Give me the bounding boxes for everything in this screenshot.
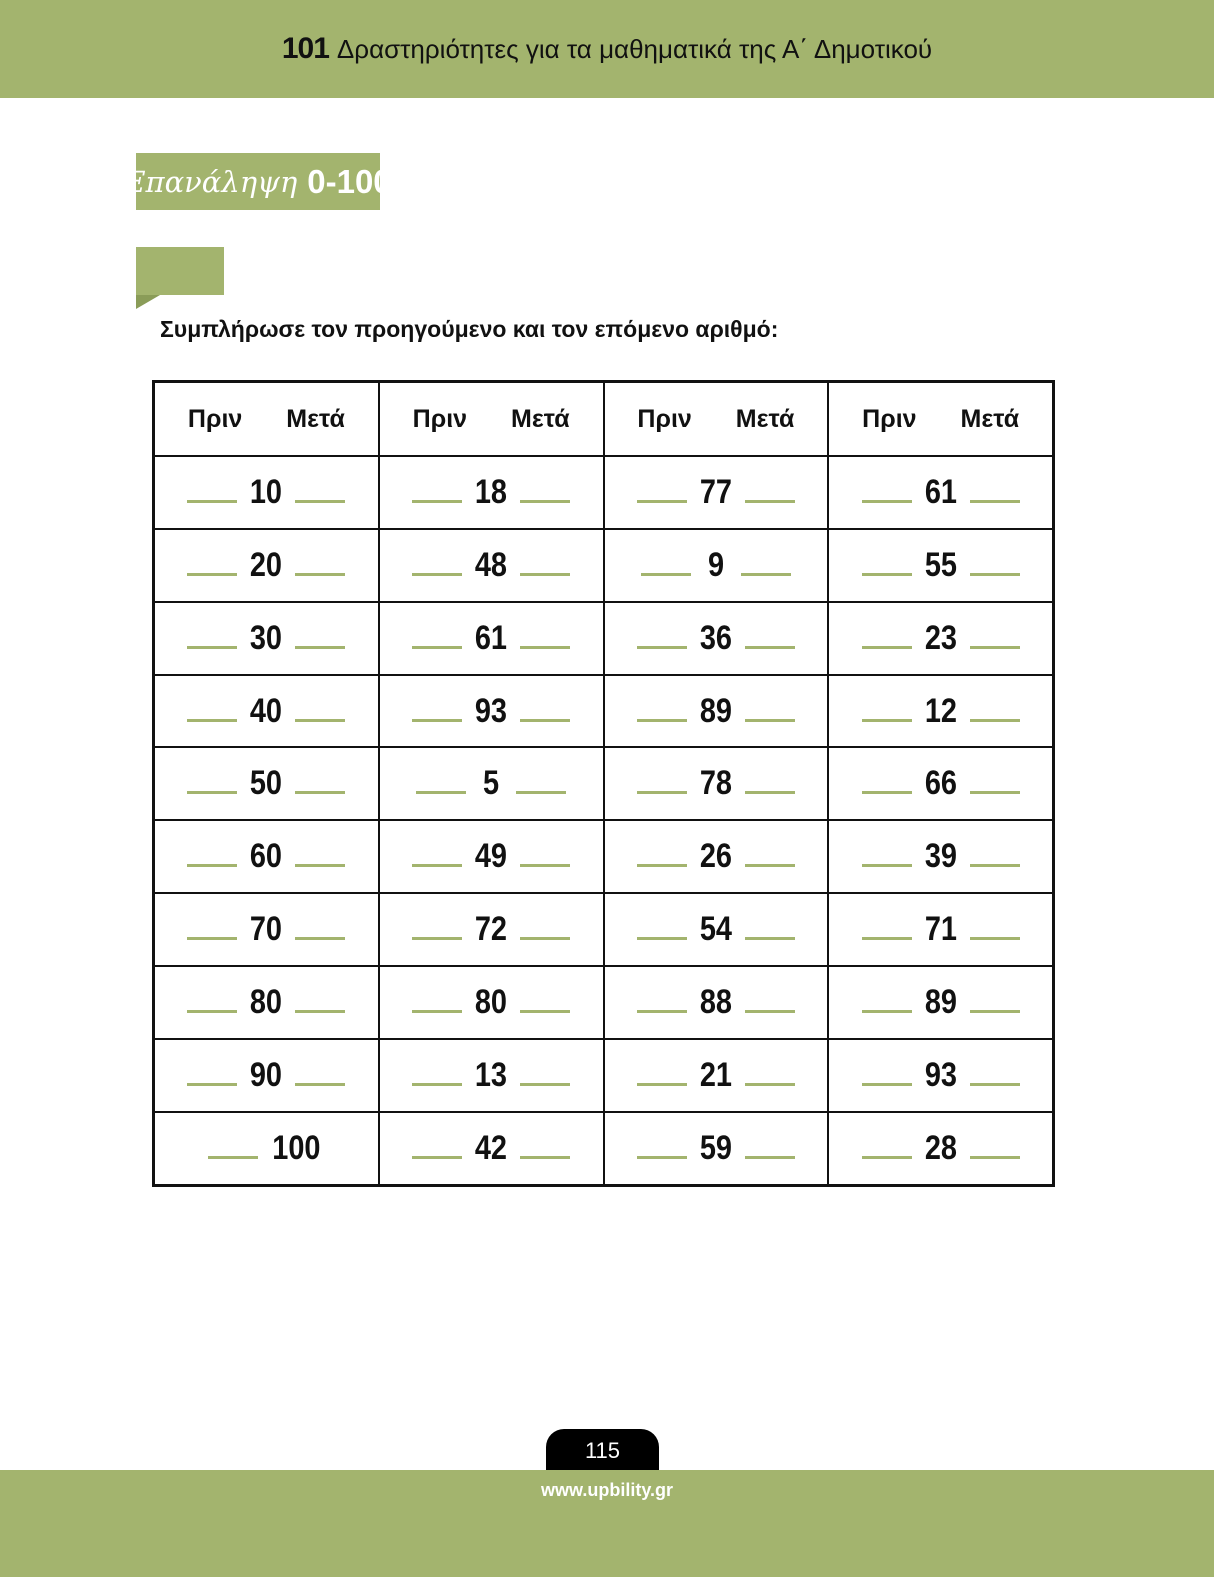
given-number: 71 — [924, 910, 957, 949]
section-badge-title: Επανάληψη — [124, 164, 298, 199]
given-number: 30 — [250, 618, 283, 657]
before-blank[interactable] — [862, 791, 912, 794]
before-blank[interactable] — [187, 500, 237, 503]
number-cell — [379, 893, 604, 966]
after-blank[interactable] — [520, 500, 570, 503]
before-blank[interactable] — [412, 1083, 462, 1086]
number-cell — [604, 602, 829, 675]
given-number: 18 — [475, 472, 508, 511]
number-cell — [379, 602, 604, 675]
number-cell — [828, 893, 1053, 966]
number-cell — [828, 456, 1053, 529]
number-cell — [604, 966, 829, 1039]
before-label: Πριν — [412, 404, 468, 433]
number-cell — [604, 747, 829, 820]
book-number: 101 — [281, 32, 329, 65]
number-cell — [154, 1039, 379, 1112]
before-blank[interactable] — [187, 646, 237, 649]
given-number: 72 — [475, 910, 508, 949]
before-blank[interactable] — [637, 1156, 687, 1159]
number-cell — [379, 820, 604, 893]
given-number: 66 — [924, 764, 957, 803]
number-cell — [379, 456, 604, 529]
before-label: Πριν — [862, 404, 917, 433]
number-cell — [828, 1039, 1053, 1112]
after-label: Μετά — [735, 404, 795, 433]
before-blank[interactable] — [187, 1010, 237, 1013]
number-cell — [604, 1112, 829, 1186]
before-blank[interactable] — [637, 500, 687, 503]
after-blank[interactable] — [970, 573, 1020, 576]
before-blank[interactable] — [187, 864, 237, 867]
after-blank[interactable] — [741, 573, 791, 576]
number-cell — [828, 1112, 1053, 1186]
table-row — [154, 820, 1054, 893]
after-blank[interactable] — [745, 937, 795, 940]
after-blank[interactable] — [970, 1083, 1020, 1086]
given-number: 48 — [475, 545, 508, 584]
before-blank[interactable] — [637, 1010, 687, 1013]
given-number: 55 — [924, 545, 957, 584]
number-cell — [154, 747, 379, 820]
after-blank[interactable] — [745, 719, 795, 722]
number-cell — [154, 893, 379, 966]
before-blank[interactable] — [637, 1083, 687, 1086]
before-blank[interactable] — [412, 864, 462, 867]
given-number: 90 — [250, 1055, 283, 1094]
footer-url: www.upbility.gr — [541, 1480, 673, 1500]
before-blank[interactable] — [412, 719, 462, 722]
number-cell — [604, 893, 829, 966]
before-blank[interactable] — [187, 791, 237, 794]
number-cell — [604, 529, 829, 602]
before-blank[interactable] — [862, 1156, 912, 1159]
given-number: 9 — [707, 545, 724, 584]
number-cell — [154, 529, 379, 602]
given-number: 88 — [699, 982, 732, 1021]
after-blank[interactable] — [295, 791, 345, 794]
after-blank[interactable] — [970, 500, 1020, 503]
before-blank[interactable] — [862, 500, 912, 503]
after-blank[interactable] — [295, 1083, 345, 1086]
header-cell — [379, 382, 604, 457]
after-blank[interactable] — [745, 1083, 795, 1086]
header-bar — [0, 0, 1214, 98]
after-blank[interactable] — [295, 1010, 345, 1013]
given-number: 50 — [250, 764, 283, 803]
given-number: 78 — [699, 764, 732, 803]
after-blank[interactable] — [516, 791, 566, 794]
before-blank[interactable] — [637, 937, 687, 940]
after-label: Μετά — [511, 404, 570, 433]
before-blank[interactable] — [862, 719, 912, 722]
before-blank[interactable] — [637, 646, 687, 649]
exercise-flag — [136, 247, 224, 295]
number-cell — [154, 1112, 379, 1186]
exercise-table — [152, 380, 1055, 1187]
before-blank[interactable] — [412, 646, 462, 649]
after-blank[interactable] — [970, 1010, 1020, 1013]
header-cell — [604, 382, 829, 457]
after-blank[interactable] — [970, 864, 1020, 867]
before-blank[interactable] — [862, 646, 912, 649]
table-row — [154, 456, 1054, 529]
after-blank[interactable] — [520, 646, 570, 649]
after-blank[interactable] — [295, 500, 345, 503]
number-cell — [379, 675, 604, 748]
after-blank[interactable] — [745, 864, 795, 867]
instruction-text: Συμπλήρωσε τον προηγούμενο και τον επόμενο αριθμό: — [160, 316, 779, 342]
given-number: 89 — [924, 982, 957, 1021]
given-number: 61 — [924, 472, 957, 511]
before-label: Πριν — [187, 404, 243, 433]
before-blank[interactable] — [187, 719, 237, 722]
before-blank[interactable] — [862, 573, 912, 576]
before-blank[interactable] — [412, 937, 462, 940]
after-label: Μετά — [286, 404, 345, 433]
number-cell — [828, 675, 1053, 748]
number-cell — [604, 675, 829, 748]
after-blank[interactable] — [520, 937, 570, 940]
given-number: 77 — [699, 472, 732, 511]
after-blank[interactable] — [295, 646, 345, 649]
before-blank[interactable] — [412, 1010, 462, 1013]
given-number: 23 — [924, 618, 957, 657]
number-cell — [154, 820, 379, 893]
given-number: 21 — [699, 1055, 732, 1094]
number-cell — [379, 1112, 604, 1186]
table-row — [154, 893, 1054, 966]
before-blank[interactable] — [187, 573, 237, 576]
given-number: 93 — [924, 1055, 957, 1094]
after-blank[interactable] — [745, 791, 795, 794]
after-blank[interactable] — [295, 719, 345, 722]
section-badge-range: 0-100 — [307, 162, 392, 200]
given-number: 42 — [475, 1128, 508, 1167]
number-cell — [828, 529, 1053, 602]
after-blank[interactable] — [970, 719, 1020, 722]
after-blank[interactable] — [970, 646, 1020, 649]
after-blank[interactable] — [745, 500, 795, 503]
header-cell — [154, 382, 379, 457]
before-blank[interactable] — [412, 1156, 462, 1159]
after-blank[interactable] — [970, 1156, 1020, 1159]
after-blank[interactable] — [745, 1010, 795, 1013]
given-number: 10 — [250, 472, 283, 511]
before-blank[interactable] — [862, 937, 912, 940]
given-number: 39 — [924, 837, 957, 876]
before-blank[interactable] — [641, 573, 691, 576]
section-badge — [124, 153, 392, 210]
table-row — [154, 747, 1054, 820]
header-cell — [828, 382, 1053, 457]
after-blank[interactable] — [520, 1083, 570, 1086]
before-label: Πριν — [637, 404, 692, 433]
number-cell — [379, 529, 604, 602]
table-row — [154, 1039, 1054, 1112]
given-number: 5 — [483, 764, 500, 803]
table-row — [154, 675, 1054, 748]
before-blank[interactable] — [637, 791, 687, 794]
exercise-flag-fold — [136, 295, 160, 309]
number-cell — [828, 747, 1053, 820]
after-blank[interactable] — [520, 1010, 570, 1013]
given-number: 70 — [250, 910, 283, 949]
after-blank[interactable] — [745, 1156, 795, 1159]
number-cell — [154, 966, 379, 1039]
given-number: 54 — [699, 910, 732, 949]
number-cell — [828, 602, 1053, 675]
table-row — [154, 529, 1054, 602]
after-blank[interactable] — [970, 937, 1020, 940]
after-blank[interactable] — [745, 646, 795, 649]
before-blank[interactable] — [208, 1156, 258, 1159]
given-number: 40 — [250, 691, 283, 730]
table-row — [154, 966, 1054, 1039]
before-blank[interactable] — [187, 937, 237, 940]
before-blank[interactable] — [637, 719, 687, 722]
after-blank[interactable] — [520, 719, 570, 722]
after-blank[interactable] — [520, 1156, 570, 1159]
number-cell — [379, 966, 604, 1039]
after-blank[interactable] — [295, 864, 345, 867]
before-blank[interactable] — [862, 864, 912, 867]
given-number: 59 — [699, 1128, 732, 1167]
number-cell — [604, 820, 829, 893]
book-title: Δραστηριότητες για τα μαθηματικά της Α΄ Δημοτικού — [336, 33, 933, 64]
given-number: 12 — [924, 691, 957, 730]
after-label: Μετά — [960, 404, 1020, 433]
number-cell — [828, 966, 1053, 1039]
number-cell — [604, 1039, 829, 1112]
given-number: 13 — [475, 1055, 508, 1094]
table-row — [154, 1112, 1054, 1186]
given-number: 93 — [475, 691, 508, 730]
number-cell — [154, 675, 379, 748]
table-row — [154, 602, 1054, 675]
before-blank[interactable] — [862, 1083, 912, 1086]
after-blank[interactable] — [520, 864, 570, 867]
after-blank[interactable] — [520, 573, 570, 576]
before-blank[interactable] — [637, 864, 687, 867]
before-blank[interactable] — [187, 1083, 237, 1086]
number-cell — [154, 456, 379, 529]
given-number: 20 — [250, 545, 283, 584]
after-blank[interactable] — [295, 573, 345, 576]
after-blank[interactable] — [295, 937, 345, 940]
before-blank[interactable] — [412, 500, 462, 503]
given-number: 28 — [924, 1128, 957, 1167]
number-cell — [828, 820, 1053, 893]
table-header-row — [154, 382, 1054, 457]
number-cell — [154, 602, 379, 675]
after-blank[interactable] — [970, 791, 1020, 794]
given-number: 89 — [699, 691, 732, 730]
number-cell — [379, 1039, 604, 1112]
given-number: 80 — [475, 982, 508, 1021]
number-cell — [379, 747, 604, 820]
given-number: 80 — [250, 982, 283, 1021]
given-number: 26 — [699, 837, 732, 876]
before-blank[interactable] — [412, 573, 462, 576]
given-number: 36 — [699, 618, 732, 657]
before-blank[interactable] — [862, 1010, 912, 1013]
page-number: 115 — [546, 1429, 659, 1473]
given-number: 49 — [475, 837, 508, 876]
given-number: 61 — [475, 618, 508, 657]
number-cell — [604, 456, 829, 529]
given-number: 100 — [272, 1128, 321, 1167]
given-number: 60 — [250, 837, 283, 876]
before-blank[interactable] — [416, 791, 466, 794]
